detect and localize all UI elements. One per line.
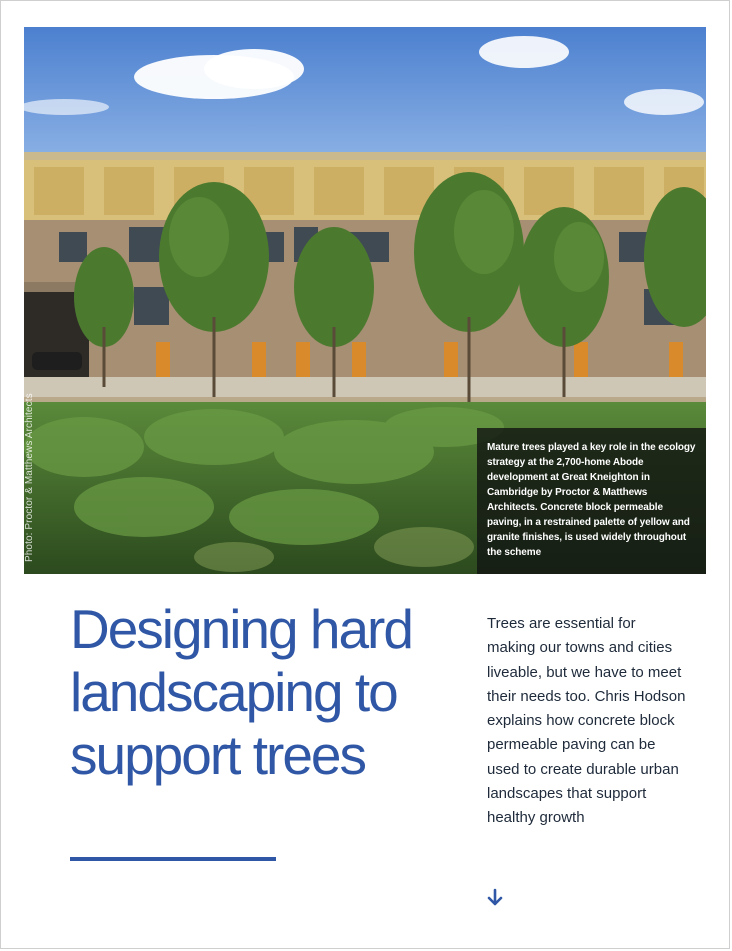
arrow-down-icon [486,888,504,908]
article-headline: Designing hard landscaping to support trees [70,598,412,786]
photo-credit: Photo: Proctor & Matthews Architects [24,393,35,562]
headline-rule [70,857,276,861]
article-standfirst: Trees are essential for making our towns and cities liveable, but we have to meet their needs too. Chris Hodson explains how concrete block permeable paving can be used to create durable urban landscapes that support healthy growth [487,615,686,827]
photo-caption: Mature trees played a key role in the ecology strategy at the 2,700-home Abode development at Great Kneighton in Cambridge by Proctor & Matthews Architects. Concrete block permeable paving, in a restrained palette of yellow and granite finishes, is used widely throughout the scheme [487,442,696,558]
